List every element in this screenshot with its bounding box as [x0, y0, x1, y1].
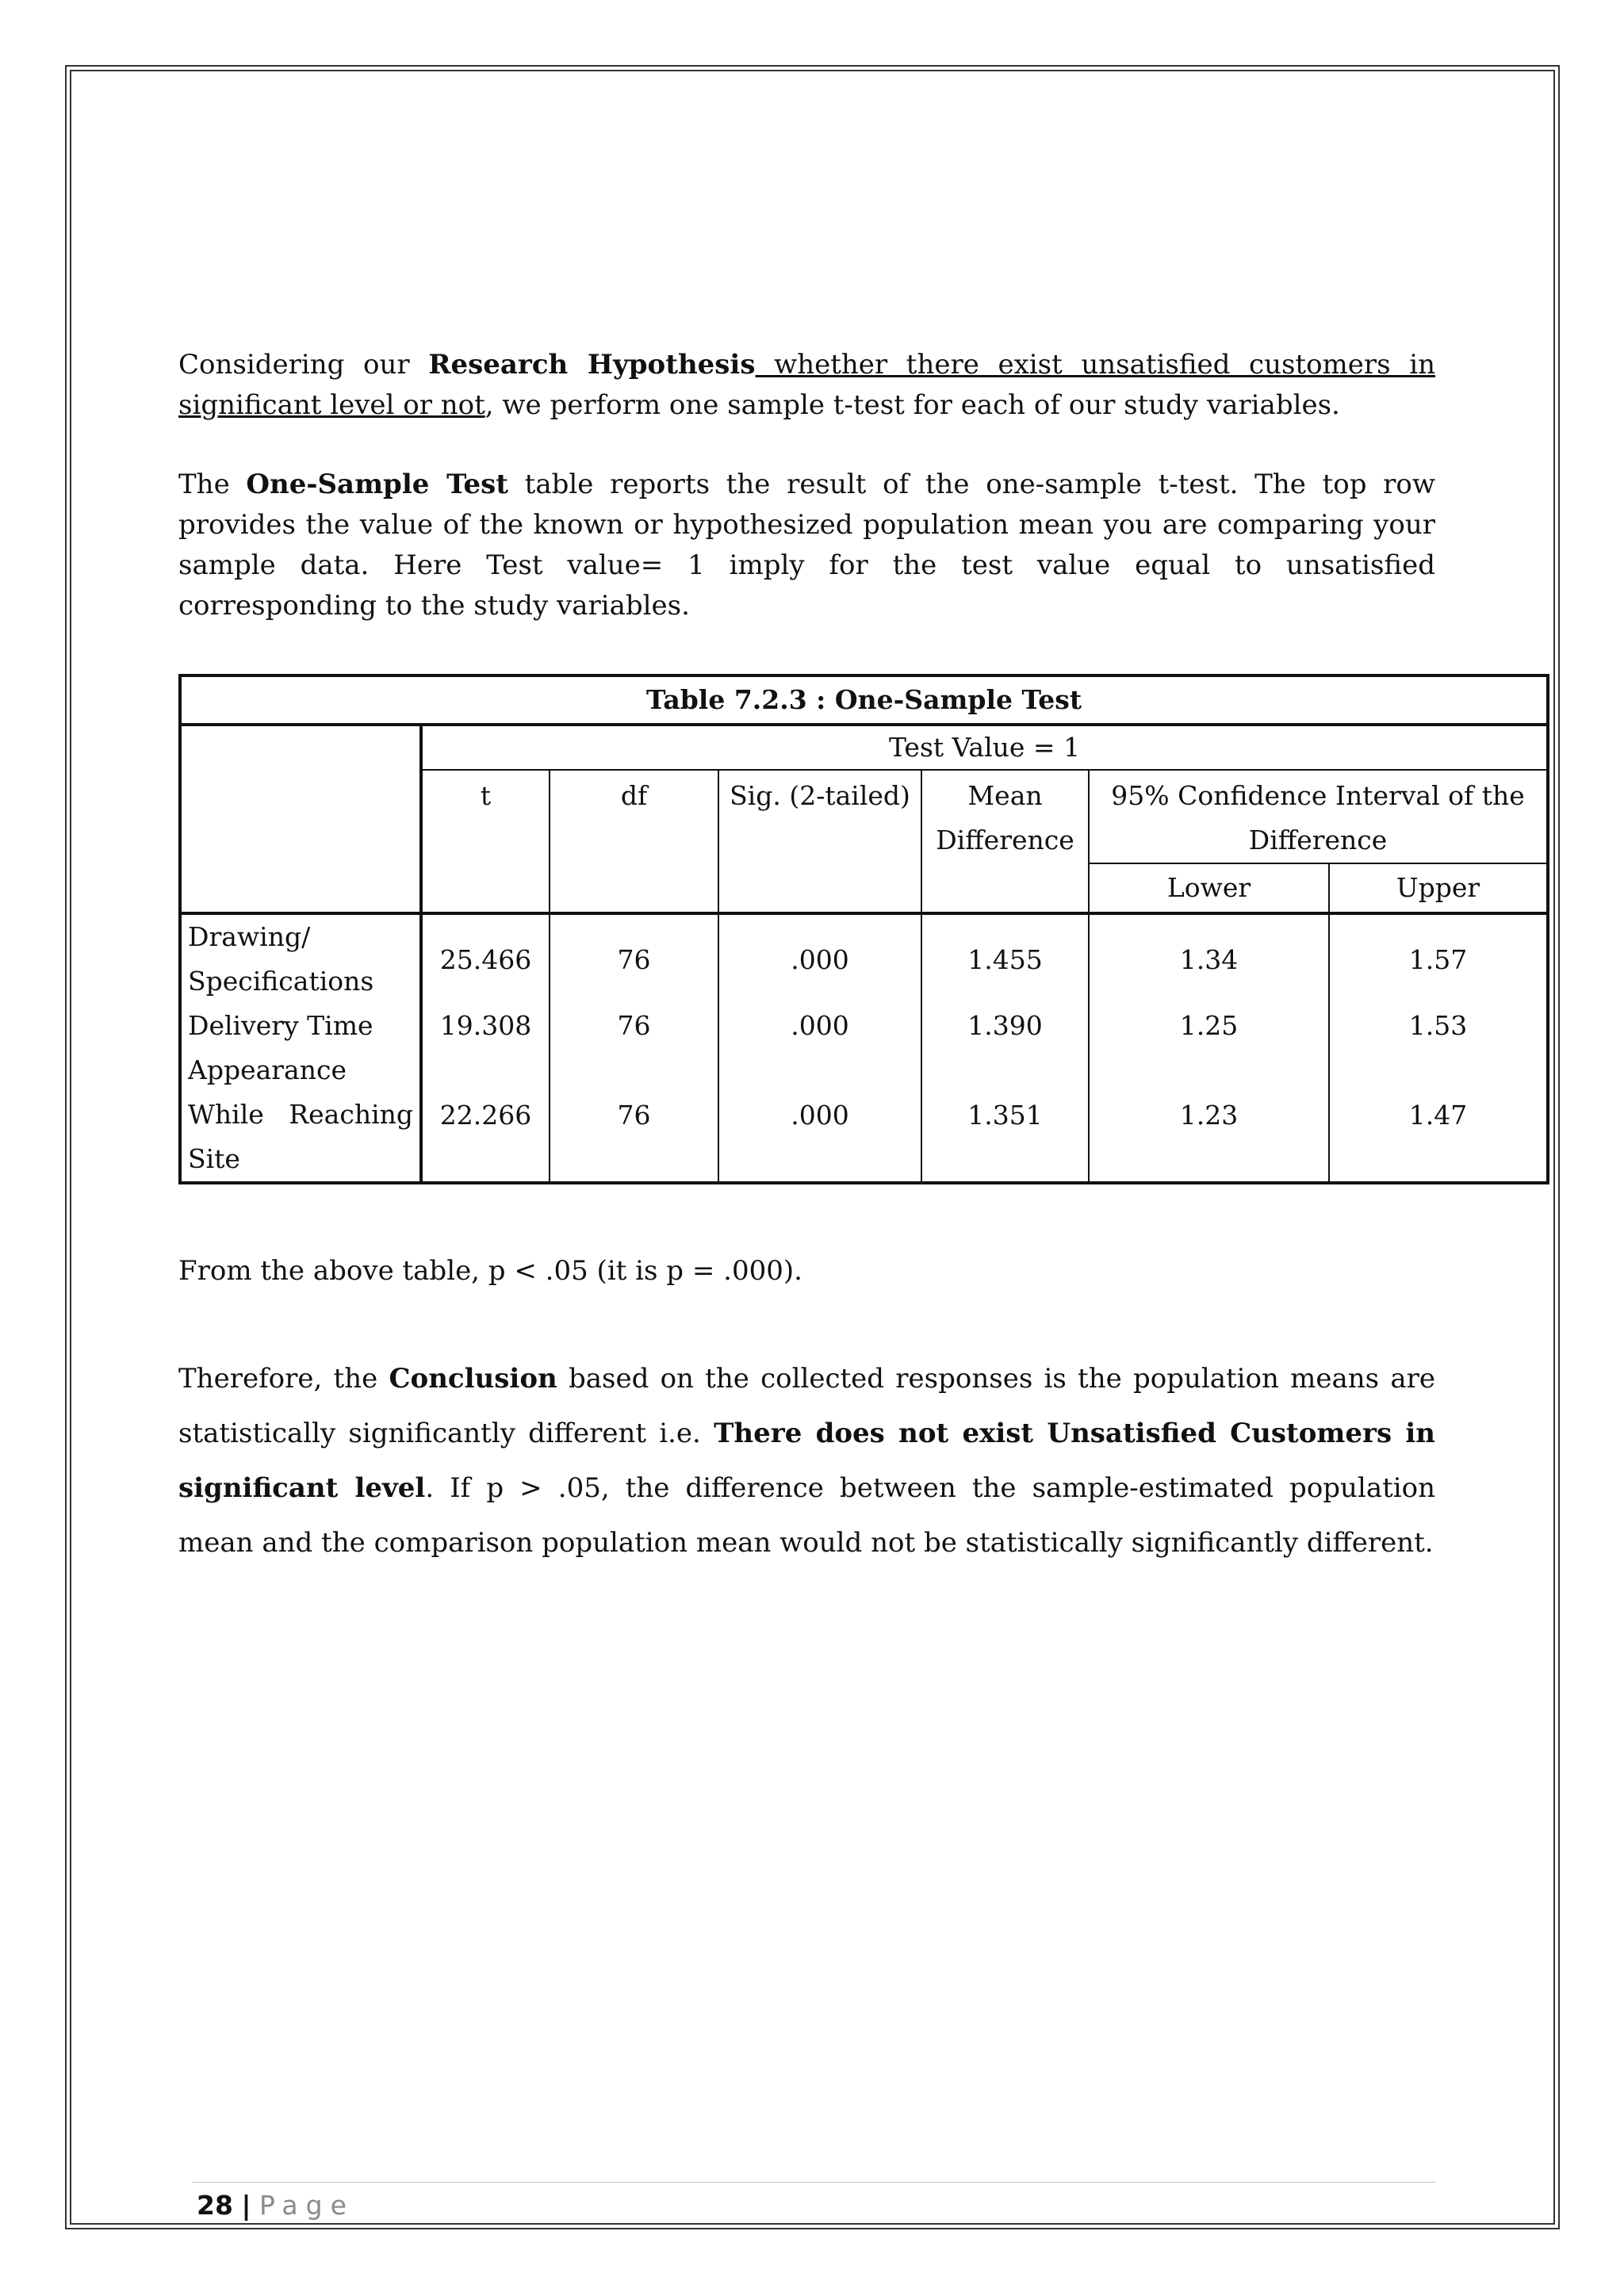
cell-lower: 1.25 [1089, 1004, 1329, 1048]
header-df: df [550, 770, 718, 913]
table-row [180, 1004, 1548, 1048]
table-row [180, 913, 1548, 1004]
cell-t: 25.466 [421, 913, 550, 1004]
table-title-row [180, 675, 1548, 725]
row-label [180, 1048, 421, 1183]
row-label-word: While [188, 1099, 264, 1130]
page-label: Page [259, 2190, 354, 2221]
header-sig: Sig. (2-tailed) [718, 770, 921, 913]
table-row [180, 1048, 1548, 1183]
row-label [180, 1004, 421, 1048]
header-lower: Lower [1089, 863, 1329, 913]
one-sample-test-table [178, 674, 1549, 1184]
p4-post: . If p > .05, the difference between the sample-estimated population mean and the comparison population mean would not be statistically significantly different. [178, 1472, 1435, 1559]
cell-lower: 1.23 [1089, 1048, 1329, 1183]
row-label-line [188, 1093, 413, 1137]
paragraph-p-value: From the above table, p < .05 (it is p = .000). [178, 1255, 802, 1287]
p4-bold-conclusion: Conclusion [389, 1363, 557, 1395]
cell-sig: .000 [718, 1004, 921, 1048]
footer-separator: | [241, 2190, 251, 2221]
table-title: Table 7.2.3 : One-Sample Test [180, 675, 1548, 725]
row-label-line: Delivery Time [188, 1010, 373, 1041]
footer-divider [192, 2182, 1435, 2183]
row-label-line: Specifications [188, 966, 374, 997]
cell-mean-difference: 1.390 [921, 1004, 1089, 1048]
cell-df: 76 [550, 913, 718, 1004]
after-table-section [178, 1251, 1435, 1571]
row-label-word: Reaching [289, 1099, 413, 1130]
cell-t: 22.266 [421, 1048, 550, 1183]
cell-sig: .000 [718, 1048, 921, 1183]
cell-df: 76 [550, 1004, 718, 1048]
cell-upper: 1.47 [1329, 1048, 1548, 1183]
p2-pre: The [178, 469, 247, 500]
header-mean-difference: Mean Difference [921, 770, 1089, 913]
p2-post: table reports the result of the one-sample t-test. The top row provides the value of the known or hypothesized population mean you are comparing your sample data. Here Test value= 1 imply for the test value equal to unsatisfied corresponding to the study variables. [178, 469, 1435, 622]
cell-lower: 1.34 [1089, 913, 1329, 1004]
p4-bold-statement: There does not exist Unsatisfied Customers in significant level [178, 1418, 1436, 1504]
p4-mid: based on the collected responses is the population means are statistically significantly different i.e. [178, 1363, 1436, 1449]
header-confidence-interval: 95% Confidence Interval of the Difference [1089, 770, 1548, 863]
page-number: 28 [197, 2190, 233, 2221]
table-testvalue-row [180, 725, 1548, 770]
row-label [180, 913, 421, 1004]
p2-bold: One-Sample Test [246, 469, 508, 500]
header-t: t [421, 770, 550, 913]
cell-sig: .000 [718, 913, 921, 1004]
page-content [178, 345, 1525, 1571]
p1-underlined: whether there exist unsatisfied customers in significant level or not [178, 349, 1435, 421]
header-upper: Upper [1329, 863, 1548, 913]
row-label-line: Appearance [188, 1054, 347, 1085]
p1-post: , we perform one sample t-test for each of our study variables. [485, 389, 1340, 421]
cell-t: 19.308 [421, 1004, 550, 1048]
row-label-line: Drawing/ [188, 921, 311, 952]
page-footer [197, 2188, 354, 2223]
cell-mean-difference: 1.455 [921, 913, 1089, 1004]
cell-mean-difference: 1.351 [921, 1048, 1089, 1183]
paragraph-one-sample-test [178, 465, 1435, 626]
p1-pre: Considering our [178, 349, 429, 381]
table-corner-cell [180, 725, 421, 913]
cell-upper: 1.53 [1329, 1004, 1548, 1048]
p4-pre: Therefore, the [178, 1363, 389, 1395]
cell-upper: 1.57 [1329, 913, 1548, 1004]
paragraph-research-hypothesis [178, 345, 1435, 426]
paragraph-conclusion [178, 1352, 1435, 1571]
test-value-header: Test Value = 1 [421, 725, 1548, 770]
cell-df: 76 [550, 1048, 718, 1183]
p1-bold: Research Hypothesis [428, 349, 756, 381]
row-label-line: Site [188, 1143, 240, 1174]
